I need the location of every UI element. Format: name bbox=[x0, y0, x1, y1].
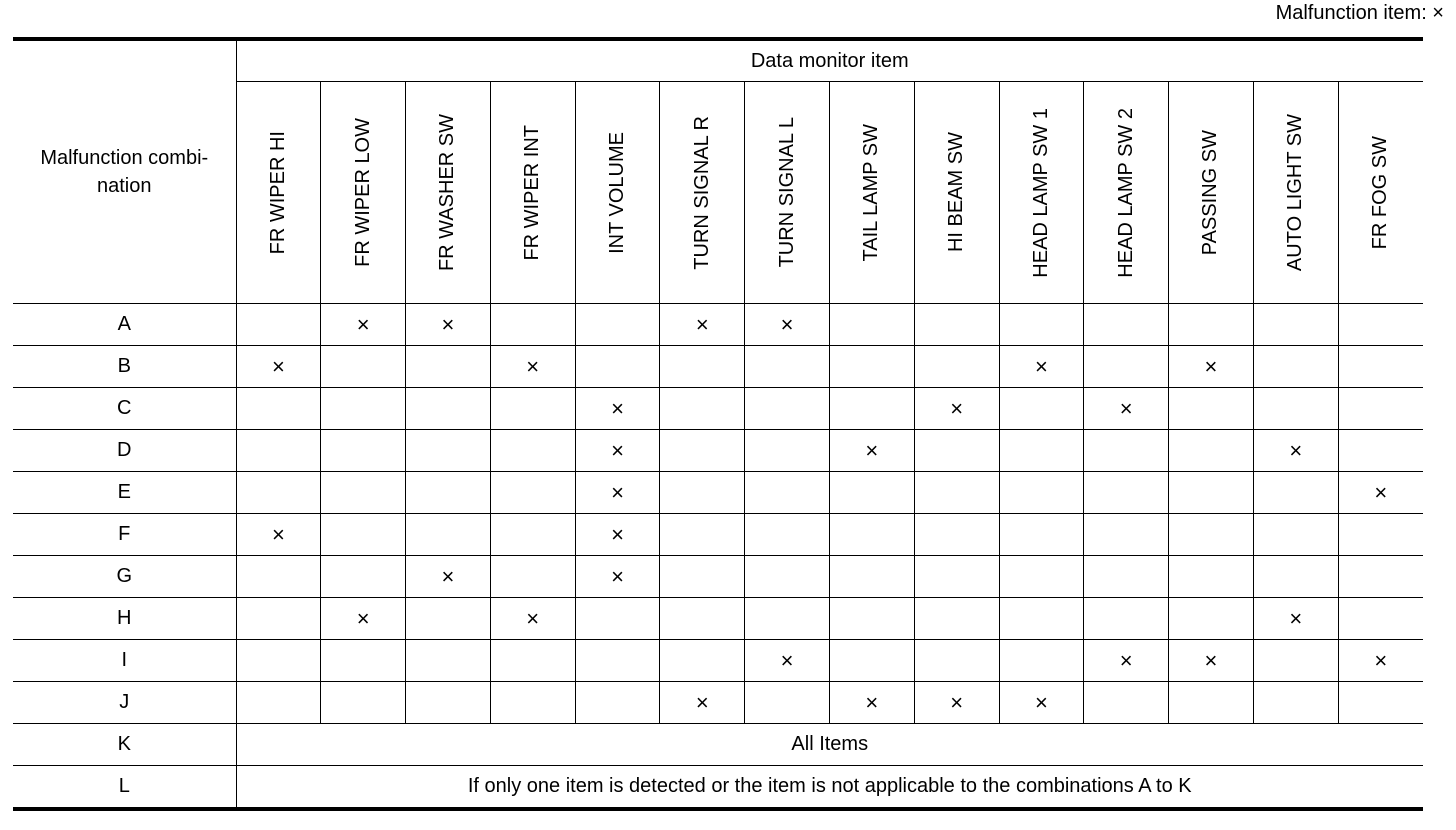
table-row bbox=[13, 724, 1423, 766]
malfunction-cell bbox=[490, 682, 575, 724]
malfunction-cell bbox=[321, 640, 406, 682]
malfunction-cell: × bbox=[745, 640, 830, 682]
malfunction-cell bbox=[1084, 304, 1169, 346]
malfunction-cell: × bbox=[575, 556, 660, 598]
table-row bbox=[13, 766, 1423, 810]
malfunction-cell: × bbox=[1253, 430, 1338, 472]
malfunction-cell: × bbox=[490, 346, 575, 388]
malfunction-cell: × bbox=[490, 598, 575, 640]
malfunction-cell bbox=[321, 472, 406, 514]
malfunction-cell bbox=[999, 472, 1084, 514]
malfunction-cell: × bbox=[1084, 640, 1169, 682]
malfunction-cell bbox=[406, 598, 491, 640]
column-header-label: HEAD LAMP SW 2 bbox=[1114, 107, 1137, 278]
malfunction-cell: × bbox=[745, 304, 830, 346]
malfunction-cell: × bbox=[1338, 472, 1423, 514]
column-header bbox=[1169, 82, 1254, 304]
column-header-label: AUTO LIGHT SW bbox=[1284, 113, 1307, 272]
malfunction-cell bbox=[660, 556, 745, 598]
malfunction-cell bbox=[1169, 388, 1254, 430]
malfunction-cell bbox=[1084, 682, 1169, 724]
data-monitor-item-header: Data monitor item bbox=[236, 39, 1423, 82]
malfunction-cell: × bbox=[321, 598, 406, 640]
malfunction-cell bbox=[829, 514, 914, 556]
row-label: H bbox=[13, 598, 236, 640]
malfunction-cell bbox=[406, 640, 491, 682]
malfunction-cell bbox=[1253, 556, 1338, 598]
row-label: B bbox=[13, 346, 236, 388]
malfunction-cell bbox=[1338, 304, 1423, 346]
malfunction-cell: × bbox=[1169, 640, 1254, 682]
malfunction-cell bbox=[914, 430, 999, 472]
malfunction-cell bbox=[321, 556, 406, 598]
malfunction-cell bbox=[745, 514, 830, 556]
row-label: J bbox=[13, 682, 236, 724]
malfunction-cell: × bbox=[1253, 598, 1338, 640]
malfunction-cell: × bbox=[914, 682, 999, 724]
malfunction-cell bbox=[914, 304, 999, 346]
malfunction-cell bbox=[1253, 388, 1338, 430]
malfunction-cell bbox=[490, 304, 575, 346]
malfunction-cell bbox=[1253, 682, 1338, 724]
malfunction-cell: × bbox=[236, 346, 321, 388]
malfunction-cell: × bbox=[1169, 346, 1254, 388]
malfunction-cell bbox=[1338, 388, 1423, 430]
malfunction-cell bbox=[745, 682, 830, 724]
malfunction-cell bbox=[829, 346, 914, 388]
span-row-text: If only one item is detected or the item is not applicable to the combinations A to K bbox=[236, 766, 1423, 810]
malfunction-cell bbox=[321, 430, 406, 472]
column-header-label: FR WIPER LOW bbox=[351, 118, 374, 267]
column-header-label: INT VOLUME bbox=[606, 131, 629, 254]
column-header bbox=[490, 82, 575, 304]
malfunction-cell: × bbox=[1338, 640, 1423, 682]
malfunction-cell bbox=[490, 472, 575, 514]
malfunction-cell: × bbox=[1084, 388, 1169, 430]
malfunction-cell bbox=[999, 640, 1084, 682]
column-header bbox=[745, 82, 830, 304]
malfunction-cell: × bbox=[236, 514, 321, 556]
malfunction-cell bbox=[490, 388, 575, 430]
malfunction-cell bbox=[1084, 556, 1169, 598]
column-header-label: FR WASHER SW bbox=[436, 113, 459, 272]
malfunction-cell bbox=[406, 388, 491, 430]
column-header-label: HEAD LAMP SW 1 bbox=[1029, 107, 1052, 278]
malfunction-cell bbox=[1169, 682, 1254, 724]
table-row bbox=[13, 682, 1423, 724]
column-header-label: TURN SIGNAL R bbox=[690, 115, 713, 270]
malfunction-cell bbox=[406, 346, 491, 388]
malfunction-cell bbox=[829, 556, 914, 598]
malfunction-cell bbox=[1084, 514, 1169, 556]
malfunction-cell bbox=[1169, 472, 1254, 514]
malfunction-cell: × bbox=[575, 388, 660, 430]
malfunction-combination-header bbox=[13, 39, 236, 304]
malfunction-cell bbox=[999, 388, 1084, 430]
column-header bbox=[575, 82, 660, 304]
row-label: A bbox=[13, 304, 236, 346]
malfunction-cell bbox=[236, 598, 321, 640]
malfunction-cell bbox=[1084, 346, 1169, 388]
malfunction-cell bbox=[999, 556, 1084, 598]
column-header bbox=[660, 82, 745, 304]
malfunction-cell bbox=[660, 598, 745, 640]
column-header bbox=[999, 82, 1084, 304]
malfunction-cell bbox=[829, 304, 914, 346]
malfunction-cell: × bbox=[575, 514, 660, 556]
malfunction-cell bbox=[745, 556, 830, 598]
malfunction-cell: × bbox=[829, 430, 914, 472]
malfunction-cell bbox=[660, 430, 745, 472]
malfunction-cell: × bbox=[575, 472, 660, 514]
span-row-text: All Items bbox=[236, 724, 1423, 766]
malfunction-cell bbox=[1084, 598, 1169, 640]
row-label: G bbox=[13, 556, 236, 598]
table-row bbox=[13, 556, 1423, 598]
malfunction-cell: × bbox=[914, 388, 999, 430]
column-header bbox=[829, 82, 914, 304]
column-header-label: PASSING SW bbox=[1199, 129, 1222, 256]
table-row bbox=[13, 430, 1423, 472]
malfunction-cell bbox=[1169, 556, 1254, 598]
malfunction-cell bbox=[1338, 598, 1423, 640]
malfunction-cell bbox=[1084, 430, 1169, 472]
malfunction-cell bbox=[236, 556, 321, 598]
malfunction-cell: × bbox=[321, 304, 406, 346]
row-label: F bbox=[13, 514, 236, 556]
malfunction-cell bbox=[236, 304, 321, 346]
column-header bbox=[1084, 82, 1169, 304]
malfunction-cell: × bbox=[660, 304, 745, 346]
malfunction-cell bbox=[745, 430, 830, 472]
malfunction-cell bbox=[406, 472, 491, 514]
malfunction-cell: × bbox=[999, 682, 1084, 724]
malfunction-cell bbox=[1084, 472, 1169, 514]
malfunction-cell bbox=[406, 514, 491, 556]
table-row bbox=[13, 346, 1423, 388]
malfunction-cell: × bbox=[406, 556, 491, 598]
malfunction-cell bbox=[490, 556, 575, 598]
malfunction-cell bbox=[321, 388, 406, 430]
malfunction-cell bbox=[490, 514, 575, 556]
malfunction-cell bbox=[999, 598, 1084, 640]
malfunction-cell: × bbox=[575, 430, 660, 472]
malfunction-cell bbox=[914, 640, 999, 682]
malfunction-cell bbox=[660, 514, 745, 556]
row-label: C bbox=[13, 388, 236, 430]
malfunction-combination-table bbox=[13, 37, 1423, 811]
malfunction-cell bbox=[236, 388, 321, 430]
column-header bbox=[406, 82, 491, 304]
row-label: K bbox=[13, 724, 236, 766]
row-label: E bbox=[13, 472, 236, 514]
malfunction-cell bbox=[575, 640, 660, 682]
matrix-body bbox=[13, 304, 1423, 810]
malfunction-cell bbox=[1253, 514, 1338, 556]
malfunction-cell bbox=[406, 430, 491, 472]
malfunction-cell: × bbox=[829, 682, 914, 724]
malfunction-cell bbox=[914, 346, 999, 388]
table-row bbox=[13, 388, 1423, 430]
malfunction-cell bbox=[829, 472, 914, 514]
table-row bbox=[13, 514, 1423, 556]
malfunction-cell bbox=[829, 640, 914, 682]
malfunction-cell bbox=[575, 598, 660, 640]
malfunction-combination-label: Malfunction combi- nation bbox=[40, 147, 209, 197]
column-header-label: FR FOG SW bbox=[1369, 135, 1392, 250]
malfunction-cell: × bbox=[999, 346, 1084, 388]
malfunction-cell bbox=[1253, 472, 1338, 514]
malfunction-cell bbox=[660, 640, 745, 682]
malfunction-cell bbox=[999, 430, 1084, 472]
table-row bbox=[13, 472, 1423, 514]
malfunction-cell bbox=[829, 388, 914, 430]
row-label: L bbox=[13, 766, 236, 810]
malfunction-cell bbox=[1253, 304, 1338, 346]
malfunction-cell bbox=[914, 514, 999, 556]
malfunction-cell bbox=[490, 430, 575, 472]
malfunction-cell bbox=[1253, 346, 1338, 388]
malfunction-cell bbox=[914, 472, 999, 514]
malfunction-cell bbox=[745, 388, 830, 430]
malfunction-cell bbox=[745, 472, 830, 514]
column-header-label: HI BEAM SW bbox=[945, 132, 968, 253]
table-row bbox=[13, 640, 1423, 682]
malfunction-cell bbox=[1338, 556, 1423, 598]
table-row bbox=[13, 598, 1423, 640]
row-label: D bbox=[13, 430, 236, 472]
malfunction-cell bbox=[490, 640, 575, 682]
malfunction-cell: × bbox=[406, 304, 491, 346]
column-header bbox=[914, 82, 999, 304]
malfunction-cell bbox=[321, 346, 406, 388]
malfunction-cell bbox=[1169, 514, 1254, 556]
malfunction-cell bbox=[660, 472, 745, 514]
malfunction-cell bbox=[575, 346, 660, 388]
malfunction-cell bbox=[914, 598, 999, 640]
malfunction-cell bbox=[999, 514, 1084, 556]
malfunction-cell bbox=[236, 430, 321, 472]
malfunction-cell bbox=[1253, 640, 1338, 682]
malfunction-cell bbox=[236, 472, 321, 514]
column-header bbox=[1338, 82, 1423, 304]
malfunction-cell bbox=[914, 556, 999, 598]
malfunction-legend: Malfunction item: × bbox=[1275, 2, 1444, 24]
malfunction-cell bbox=[575, 682, 660, 724]
malfunction-cell bbox=[1169, 598, 1254, 640]
malfunction-cell bbox=[999, 304, 1084, 346]
column-header bbox=[321, 82, 406, 304]
malfunction-cell bbox=[321, 682, 406, 724]
malfunction-cell bbox=[236, 682, 321, 724]
malfunction-cell bbox=[745, 346, 830, 388]
malfunction-cell bbox=[1338, 514, 1423, 556]
malfunction-cell bbox=[1169, 304, 1254, 346]
column-header-label: TAIL LAMP SW bbox=[860, 123, 883, 262]
malfunction-cell bbox=[236, 640, 321, 682]
malfunction-cell bbox=[575, 304, 660, 346]
malfunction-cell bbox=[1169, 430, 1254, 472]
malfunction-cell bbox=[406, 682, 491, 724]
malfunction-cell bbox=[745, 598, 830, 640]
table-row bbox=[13, 304, 1423, 346]
malfunction-cell bbox=[1338, 682, 1423, 724]
column-header bbox=[236, 82, 321, 304]
column-header bbox=[1253, 82, 1338, 304]
malfunction-cell bbox=[660, 388, 745, 430]
malfunction-cell bbox=[321, 514, 406, 556]
malfunction-cell bbox=[660, 346, 745, 388]
malfunction-cell: × bbox=[660, 682, 745, 724]
column-header-label: TURN SIGNAL L bbox=[775, 117, 798, 268]
column-header-label: FR WIPER HI bbox=[266, 130, 289, 255]
malfunction-cell bbox=[1338, 430, 1423, 472]
column-header-label: FR WIPER INT bbox=[521, 124, 544, 261]
row-label: I bbox=[13, 640, 236, 682]
malfunction-cell bbox=[829, 598, 914, 640]
malfunction-cell bbox=[1338, 346, 1423, 388]
